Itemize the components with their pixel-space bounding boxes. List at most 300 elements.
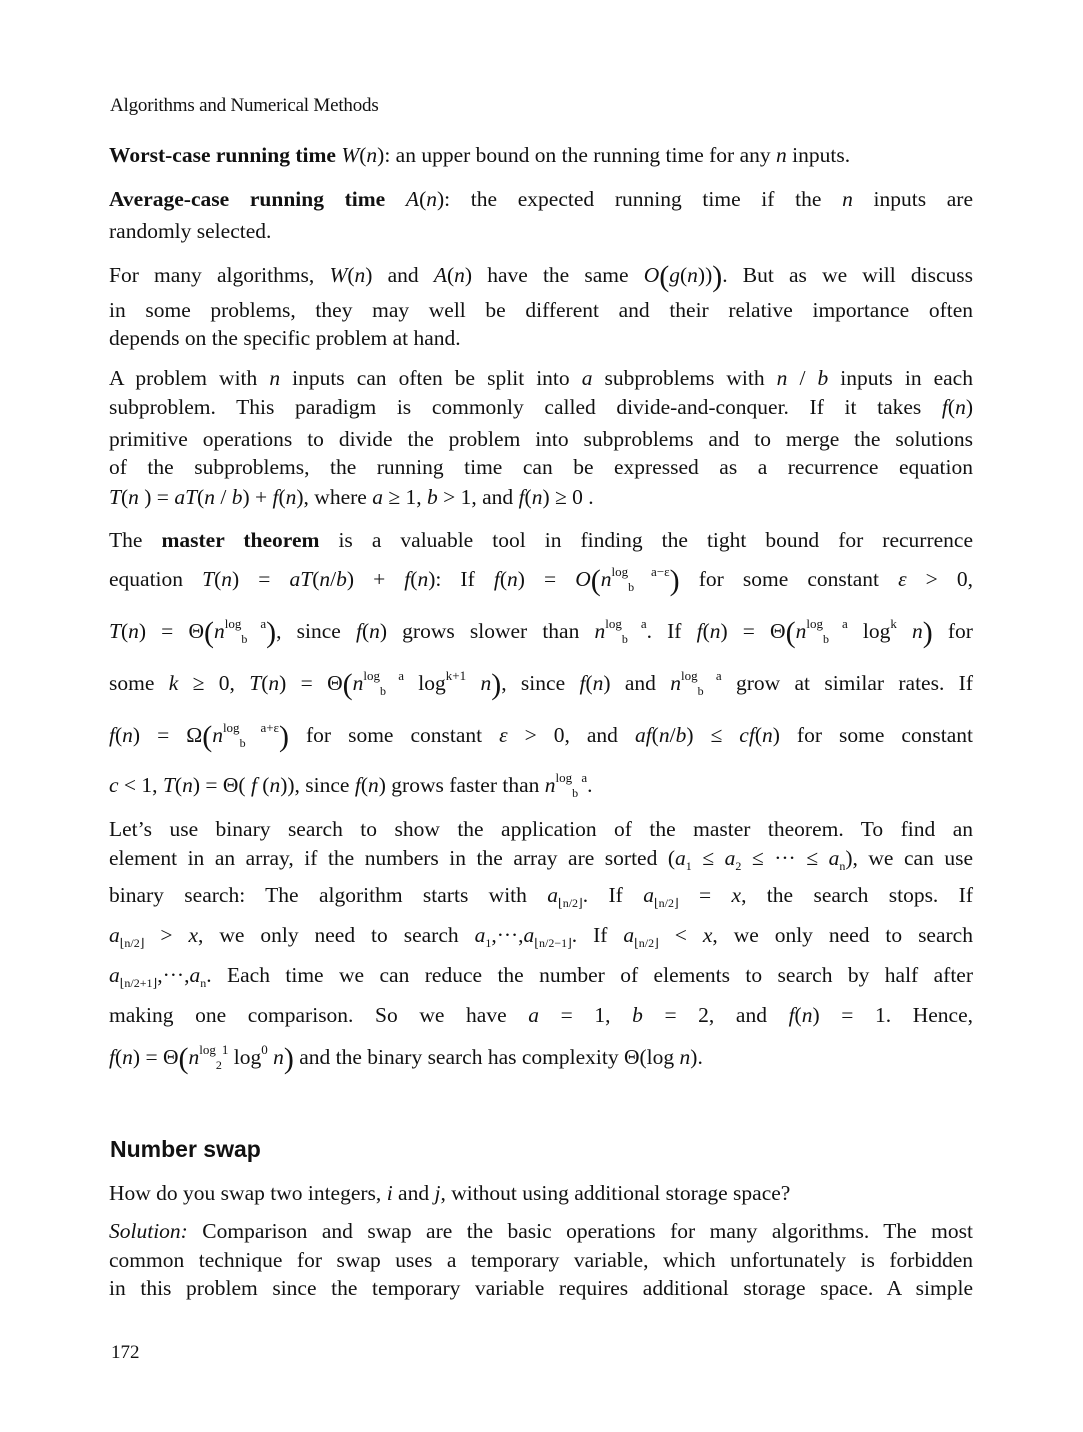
text-run: ): [712, 260, 723, 293]
text-run: , the search stops. If: [741, 883, 973, 907]
text-run: (: [178, 1042, 189, 1075]
text-run: ⌊n/2⌋: [119, 936, 145, 950]
text-run: b: [632, 1003, 643, 1027]
text-run: x: [731, 883, 742, 907]
text-run: a: [474, 923, 486, 947]
text-run: 1: [685, 859, 692, 873]
text-run: ): [491, 668, 502, 701]
text-run: . If: [571, 923, 624, 947]
text-run: ) and: [603, 671, 671, 695]
text-run: n: [762, 723, 773, 747]
text-run: (: [256, 773, 270, 797]
text-run: A: [405, 187, 420, 211]
text-run: f: [518, 485, 525, 509]
text-run: n: [679, 1045, 691, 1069]
text-run: n: [776, 143, 787, 167]
text-run: ⌊n/2+1⌋: [119, 976, 158, 990]
text-run: (: [202, 720, 213, 753]
text-run: ) = Θ(: [192, 773, 251, 797]
text-line: [109, 816, 973, 842]
text-run: O: [643, 263, 660, 287]
text-run: . But as we will discuss: [722, 263, 974, 287]
text-run: log: [806, 616, 823, 631]
text-run: (: [499, 567, 507, 591]
text-run: T: [109, 619, 121, 643]
text-run: f: [941, 395, 948, 419]
text-run: a+ε: [245, 720, 280, 735]
text-run: element in an array, if the numbers in the array are sorted (: [109, 846, 676, 870]
text-run: ): [279, 720, 290, 753]
text-run: (: [794, 1003, 802, 1027]
text-run: . If: [582, 883, 644, 907]
text-line: [109, 1247, 973, 1273]
text-run: (: [120, 619, 129, 643]
text-run: a: [372, 485, 383, 509]
text-run: a: [547, 883, 559, 907]
text-line: [109, 772, 973, 798]
text-line: [109, 260, 974, 293]
text-run: n: [122, 1045, 133, 1069]
text-run: n: [200, 976, 207, 990]
text-run: log: [847, 619, 891, 643]
text-run: n: [544, 773, 556, 797]
text-run: log: [199, 1042, 216, 1057]
text-run: For many algorithms,: [109, 263, 330, 287]
text-run: b: [697, 684, 704, 698]
text-line: [109, 1042, 973, 1075]
text-run: log: [363, 668, 380, 683]
text-run: in this problem since the temporary variable requires additional storage space. A simple: [109, 1276, 973, 1300]
text-run: ): [266, 616, 277, 649]
text-line: [109, 454, 973, 480]
text-run: c: [109, 773, 119, 797]
text-run: 0: [261, 1042, 268, 1057]
text-run: ): If: [428, 567, 494, 591]
text-run: How do you swap two integers,: [109, 1181, 387, 1205]
text-run: (: [312, 567, 320, 591]
text-run: ) ≥ 0 .: [542, 485, 594, 509]
text-run: n: [896, 619, 923, 643]
text-run: ): [965, 395, 973, 419]
text-line: [109, 1218, 973, 1244]
text-line: [109, 394, 973, 420]
text-run: primitive operations to divide the problem into subproblems and to merge the solutions: [109, 427, 973, 451]
page-number: 172: [111, 1342, 140, 1363]
text-line: [109, 845, 973, 871]
text-run: a: [724, 846, 736, 870]
text-run: ) = Θ: [279, 671, 343, 695]
text-run: f: [355, 619, 362, 643]
text-run: ) =: [232, 567, 290, 591]
text-run: f: [404, 567, 411, 591]
text-run: A problem with: [109, 366, 270, 390]
text-run: ), where: [296, 485, 373, 509]
text-run: is a valuable tool in finding the tight bound for recurrence: [319, 528, 973, 552]
text-run: for some constant: [679, 567, 899, 591]
text-run: x: [188, 923, 199, 947]
text-run: for some constant: [289, 723, 500, 747]
text-run: ≤ ··· ≤: [741, 846, 829, 870]
text-run: Let’s use binary search to show the application of the master theorem. To find an: [109, 817, 973, 841]
text-run: (: [360, 773, 369, 797]
text-run: n: [658, 723, 670, 747]
text-run: log: [611, 564, 629, 579]
text-run: a: [643, 883, 654, 907]
text-run: n: [531, 485, 543, 509]
text-run: (: [203, 616, 214, 649]
text-run: n: [285, 485, 297, 509]
text-run: ) ≤: [686, 723, 740, 747]
text-run: b: [675, 723, 687, 747]
text-run: a: [703, 668, 722, 683]
text-run: equation: [109, 567, 203, 591]
text-run: a: [189, 963, 201, 987]
text-run: in some problems, they may well be different and their relative importance often: [109, 298, 973, 322]
text-run: n: [128, 485, 139, 509]
text-run: n: [269, 773, 281, 797]
text-run: b: [336, 567, 347, 591]
text-run: = 2, and: [642, 1003, 789, 1027]
text-run: (: [359, 143, 367, 167]
text-run: f: [272, 485, 279, 509]
text-run: (: [754, 723, 762, 747]
text-run: af: [634, 723, 652, 747]
text-line: [109, 882, 973, 908]
text-run: i: [386, 1181, 393, 1205]
text-run: )): [697, 263, 713, 287]
text-run: ⌊n/2⌋: [558, 896, 583, 910]
text-run: n: [670, 671, 681, 695]
text-run: n: [352, 671, 364, 695]
text-run: n: [182, 773, 193, 797]
text-run: b: [621, 632, 628, 646]
text-run: b: [231, 485, 243, 509]
text-run: n: [955, 395, 966, 419]
text-line: [109, 527, 973, 553]
text-run: (: [342, 668, 353, 701]
text-run: common technique for swap uses a temporary variable, which unfortunately is forbidden: [109, 1248, 973, 1272]
text-run: n: [454, 263, 465, 287]
text-run: >: [144, 923, 189, 947]
text-run: n: [368, 773, 379, 797]
text-run: , we only need to search: [712, 923, 973, 947]
text-run: ε: [499, 723, 508, 747]
text-run: (: [347, 263, 355, 287]
text-run: n: [267, 1045, 284, 1069]
text-run: T: [109, 485, 121, 509]
text-run: ⌊n/2−1⌋: [534, 936, 572, 950]
text-run: b: [817, 366, 829, 390]
text-run: n: [506, 567, 518, 591]
text-run: ⌊n/2⌋: [634, 936, 659, 950]
text-run: n: [839, 859, 846, 873]
text-run: <: [658, 923, 703, 947]
text-run: (: [278, 485, 286, 509]
text-run: for: [932, 619, 973, 643]
text-run: k+1: [445, 668, 467, 683]
text-run: of the subproblems, the running time can be expressed as a recurrence equation: [109, 455, 973, 479]
text-line: [109, 218, 973, 244]
text-run: aT: [174, 485, 198, 509]
text-run: b: [427, 485, 438, 509]
text-run: (: [114, 1045, 123, 1069]
text-run: a: [578, 770, 588, 785]
text-run: (: [659, 260, 670, 293]
text-run: . Each time we can reduce the number of elements to search by half after: [206, 963, 973, 987]
text-run: (: [947, 395, 956, 419]
text-run: b: [379, 684, 386, 698]
text-run: n: [204, 485, 215, 509]
text-run: ) +: [346, 567, 405, 591]
text-line: [109, 616, 973, 649]
text-run: a: [109, 963, 120, 987]
text-run: a: [523, 923, 535, 947]
text-run: = 1,: [538, 1003, 633, 1027]
text-run: f: [109, 1045, 115, 1069]
text-run: Comparison and swap are the basic operations for many algorithms. The most: [187, 1219, 973, 1243]
text-run: b: [239, 736, 246, 750]
text-run: /: [669, 723, 676, 747]
text-run: ): [283, 1042, 294, 1075]
text-run: ) = Θ: [138, 619, 204, 643]
text-run: b: [241, 632, 248, 646]
text-run: grow at similar rates. If: [721, 671, 973, 695]
text-run: ≥ 0,: [178, 671, 250, 695]
text-run: 1: [221, 1042, 229, 1057]
text-run: n: [795, 619, 807, 643]
text-run: /: [330, 567, 337, 591]
text-run: b: [822, 632, 829, 646]
text-run: a: [828, 616, 848, 631]
text-run: ≤: [691, 846, 725, 870]
text-run: n: [188, 1045, 200, 1069]
text-run: .: [587, 773, 593, 797]
text-line: [109, 186, 973, 212]
text-run: and the binary search has complexity Θ(log: [293, 1045, 680, 1069]
text-run: ,···,: [491, 923, 524, 947]
text-run: f: [493, 567, 500, 591]
text-run: ) = Θ: [132, 1045, 179, 1069]
text-line: [109, 720, 974, 753]
text-run: , since: [276, 619, 356, 643]
text-run: f: [109, 723, 115, 747]
running-head: Algorithms and Numerical Methods: [110, 95, 379, 116]
text-run: subproblems with: [592, 366, 777, 390]
text-run: (: [585, 671, 593, 695]
text-run: (: [702, 619, 710, 643]
text-run: n: [466, 671, 492, 695]
text-run: W: [329, 263, 348, 287]
text-run: f: [788, 1003, 795, 1027]
text-run: inputs.: [786, 143, 851, 167]
text-run: a: [109, 923, 120, 947]
text-run: and: [392, 1181, 435, 1205]
text-run: randomly selected.: [109, 219, 272, 243]
text-run: a: [828, 846, 840, 870]
text-run: n: [319, 567, 331, 591]
text-line: [109, 1180, 973, 1206]
text-run: The: [109, 528, 162, 552]
text-run: f: [354, 773, 361, 797]
text-run: master theorem: [161, 528, 320, 552]
text-run: a: [675, 846, 686, 870]
text-line: [109, 564, 973, 597]
text-run: (: [524, 485, 532, 509]
text-run: a−ε: [634, 564, 670, 579]
text-run: n: [709, 619, 721, 643]
text-run: n: [801, 1003, 813, 1027]
section-heading: Number swap: [110, 1136, 261, 1162]
text-run: k: [890, 616, 897, 631]
text-run: ) and: [365, 263, 434, 287]
text-run: log: [224, 616, 242, 631]
text-line: [109, 325, 973, 351]
text-run: log: [555, 770, 573, 785]
text-run: A: [433, 263, 447, 287]
text-run: n: [269, 366, 281, 390]
text-line: [109, 365, 973, 391]
text-run: ): [669, 564, 680, 597]
text-run: log: [681, 668, 698, 683]
text-run: 2: [215, 1058, 222, 1072]
text-run: n: [687, 263, 698, 287]
text-run: n: [212, 723, 223, 747]
text-run: n: [122, 723, 133, 747]
text-run: ) = Ω: [132, 723, 203, 747]
text-line: [109, 962, 973, 988]
text-run: some: [109, 671, 169, 695]
text-run: a: [581, 366, 593, 390]
text-run: ⌊n/2⌋: [653, 896, 679, 910]
text-run: f: [250, 773, 257, 797]
text-run: n: [594, 619, 606, 643]
text-run: (: [785, 616, 796, 649]
text-run: ε: [898, 567, 907, 591]
text-run: g: [669, 263, 680, 287]
text-run: n: [354, 263, 366, 287]
text-run: T: [162, 773, 175, 797]
text-run: log: [403, 671, 446, 695]
text-run: , since: [501, 671, 580, 695]
text-run: (: [214, 567, 222, 591]
text-run: )): [280, 773, 295, 797]
text-run: (: [361, 619, 370, 643]
text-line: [109, 1275, 973, 1301]
text-run: ) = Θ: [720, 619, 786, 643]
text-run: (: [114, 723, 123, 747]
text-run: b: [628, 580, 635, 594]
text-run: a: [627, 616, 647, 631]
text-run: =: [678, 883, 732, 907]
text-run: inputs in each: [828, 366, 973, 390]
text-run: n: [592, 671, 604, 695]
text-run: a: [528, 1003, 539, 1027]
text-run: log: [605, 616, 622, 631]
text-run: ≥ 1,: [382, 485, 428, 509]
text-run: 1: [485, 936, 492, 950]
text-run: n: [213, 619, 225, 643]
text-run: (: [410, 567, 418, 591]
text-run: ) grows faster than: [378, 773, 545, 797]
text-run: /: [787, 366, 818, 390]
text-run: a: [385, 668, 404, 683]
text-run: (: [120, 485, 129, 509]
text-run: n: [366, 143, 378, 167]
text-run: f: [696, 619, 703, 643]
text-run: T: [249, 671, 262, 695]
text-run: ) grows slower than: [379, 619, 595, 643]
text-run: Worst-case running time: [109, 143, 342, 167]
text-run: (: [680, 263, 688, 287]
text-run: 2: [735, 859, 742, 873]
text-run: ): the expected running time if the: [436, 187, 843, 211]
text-run: < 1,: [118, 773, 163, 797]
text-run: x: [702, 923, 713, 947]
text-line: [109, 922, 973, 948]
text-run: n: [369, 619, 380, 643]
text-run: subproblem. This paradigm is commonly called divide-and-conquer. If it takes: [109, 395, 942, 419]
text-run: (: [197, 485, 205, 509]
text-run: j: [434, 1181, 441, 1205]
text-run: ): [922, 616, 933, 649]
text-run: n: [842, 187, 853, 211]
text-run: b: [572, 786, 579, 800]
text-run: , we only need to search: [198, 923, 475, 947]
text-line: [109, 297, 973, 323]
text-run: n: [426, 187, 437, 211]
text-run: inputs are: [852, 187, 974, 211]
text-run: ), we can use: [845, 846, 973, 870]
text-run: (: [651, 723, 659, 747]
text-run: n: [128, 619, 139, 643]
text-run: ) =: [517, 567, 576, 591]
text-run: ) =: [138, 485, 175, 509]
text-run: > 0, and: [507, 723, 635, 747]
text-run: binary search: The algorithm starts with: [109, 883, 548, 907]
text-run: ): an upper bound on the running time for any: [377, 143, 777, 167]
text-run: > 0,: [906, 567, 973, 591]
text-run: W: [341, 143, 360, 167]
text-run: ) +: [242, 485, 273, 509]
text-run: log: [222, 720, 240, 735]
text-run: log: [228, 1045, 262, 1069]
text-run: a: [623, 923, 635, 947]
text-run: depends on the specific problem at hand.: [109, 326, 461, 350]
text-run: (: [446, 263, 455, 287]
text-run: . If: [646, 619, 697, 643]
text-run: n: [221, 567, 233, 591]
text-run: n: [600, 567, 612, 591]
text-run: Solution:: [109, 1219, 188, 1243]
text-run: > 1, and: [437, 485, 519, 509]
text-run: , without using additional storage space?: [440, 1181, 791, 1205]
text-run: O: [575, 567, 591, 591]
text-run: ,···,: [157, 963, 190, 987]
text-run: cf: [739, 723, 755, 747]
text-run: making one comparison. So we have: [109, 1003, 529, 1027]
text-run: Average-case running time: [109, 187, 406, 211]
text-run: k: [168, 671, 179, 695]
text-run: n: [417, 567, 429, 591]
text-run: , since: [294, 773, 355, 797]
text-run: n: [776, 366, 788, 390]
text-line: [109, 142, 973, 168]
text-run: ).: [690, 1045, 703, 1069]
text-run: f: [579, 671, 586, 695]
text-run: T: [202, 567, 215, 591]
text-run: inputs can often be split into: [280, 366, 582, 390]
text-line: [109, 426, 973, 452]
